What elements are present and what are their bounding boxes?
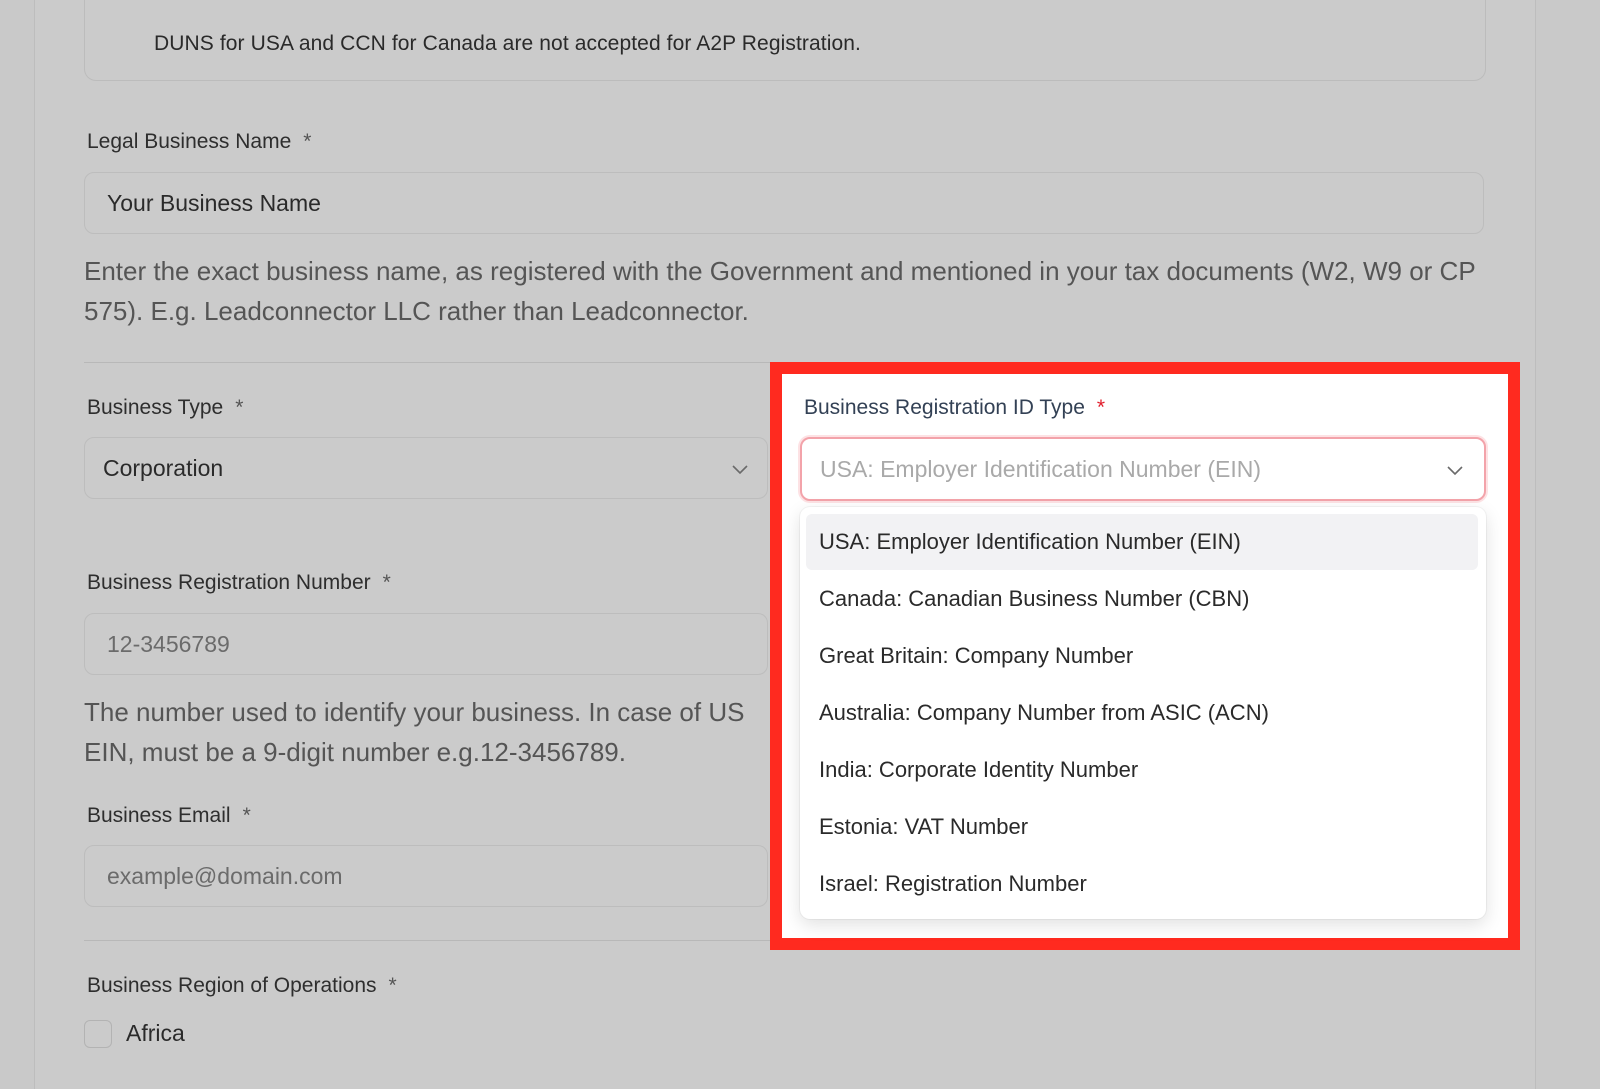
business-email-label-text: Business Email: [87, 804, 231, 827]
dropdown-option-australia-acn[interactable]: Australia: Company Number from ASIC (ACN): [819, 700, 1269, 725]
dropdown-option-usa-ein[interactable]: USA: Employer Identification Number (EIN): [806, 514, 1478, 570]
business-registration-number-placeholder: 12-3456789: [107, 631, 230, 657]
section-divider: [84, 362, 774, 363]
required-mark: *: [242, 804, 251, 827]
required-mark: *: [382, 571, 391, 594]
dropdown-option-israel[interactable]: Israel: Registration Number: [819, 871, 1087, 896]
legal-business-name-input[interactable]: [84, 172, 1484, 234]
dropdown-option-great-britain[interactable]: Great Britain: Company Number: [819, 643, 1134, 668]
legal-business-name-label-text: Legal Business Name: [87, 130, 292, 153]
required-mark: *: [303, 130, 312, 153]
chevron-down-icon: [731, 460, 749, 478]
registration-id-type-label-text: Business Registration ID Type: [804, 396, 1085, 419]
region-africa-checkbox[interactable]: [84, 1020, 112, 1048]
chevron-down-icon: [1446, 461, 1464, 479]
registration-id-type-dropdown: [800, 507, 1486, 919]
required-mark: *: [388, 974, 397, 997]
business-type-value: Corporation: [103, 455, 224, 481]
required-mark: *: [235, 396, 244, 419]
business-email-input[interactable]: [84, 845, 768, 907]
business-registration-number-input[interactable]: [84, 613, 768, 675]
dropdown-option-india-cin[interactable]: India: Corporate Identity Number: [819, 757, 1139, 782]
business-region-label: [87, 974, 397, 998]
dropdown-option-canada-cbn[interactable]: Canada: Canadian Business Number (CBN): [819, 586, 1250, 611]
legal-business-name-value: Your Business Name: [107, 190, 321, 216]
business-registration-number-help: The number used to identify your business. In case of US EIN, must be a 9-digit number e.g.12-3456789.: [84, 697, 745, 767]
legal-business-name-label: [87, 130, 311, 154]
registration-id-type-select[interactable]: [800, 437, 1486, 501]
business-region-label-text: Business Region of Operations: [87, 974, 377, 997]
business-registration-number-label: [87, 571, 391, 595]
dropdown-option-estonia-vat[interactable]: Estonia: VAT Number: [819, 814, 1029, 839]
business-type-select[interactable]: [84, 437, 768, 499]
section-divider: [84, 940, 774, 941]
registration-id-type-label: [804, 396, 1105, 420]
legal-business-name-help: Enter the exact business name, as registered with the Government and mentioned in your tax documents (W2, W9 or CP 575). E.g. Leadconnector LLC rather than Leadconnector.: [84, 256, 1476, 326]
business-type-label-text: Business Type: [87, 396, 224, 419]
business-type-label: [87, 396, 243, 420]
business-registration-number-label-text: Business Registration Number: [87, 571, 371, 594]
required-mark: *: [1096, 396, 1106, 419]
business-email-label: [87, 804, 251, 828]
region-africa-label: Africa: [126, 1020, 185, 1046]
business-email-placeholder: example@domain.com: [107, 863, 343, 889]
registration-id-type-placeholder: USA: Employer Identification Number (EIN): [820, 456, 1261, 482]
notice-text: DUNS for USA and CCN for Canada are not accepted for A2P Registration.: [154, 32, 861, 55]
